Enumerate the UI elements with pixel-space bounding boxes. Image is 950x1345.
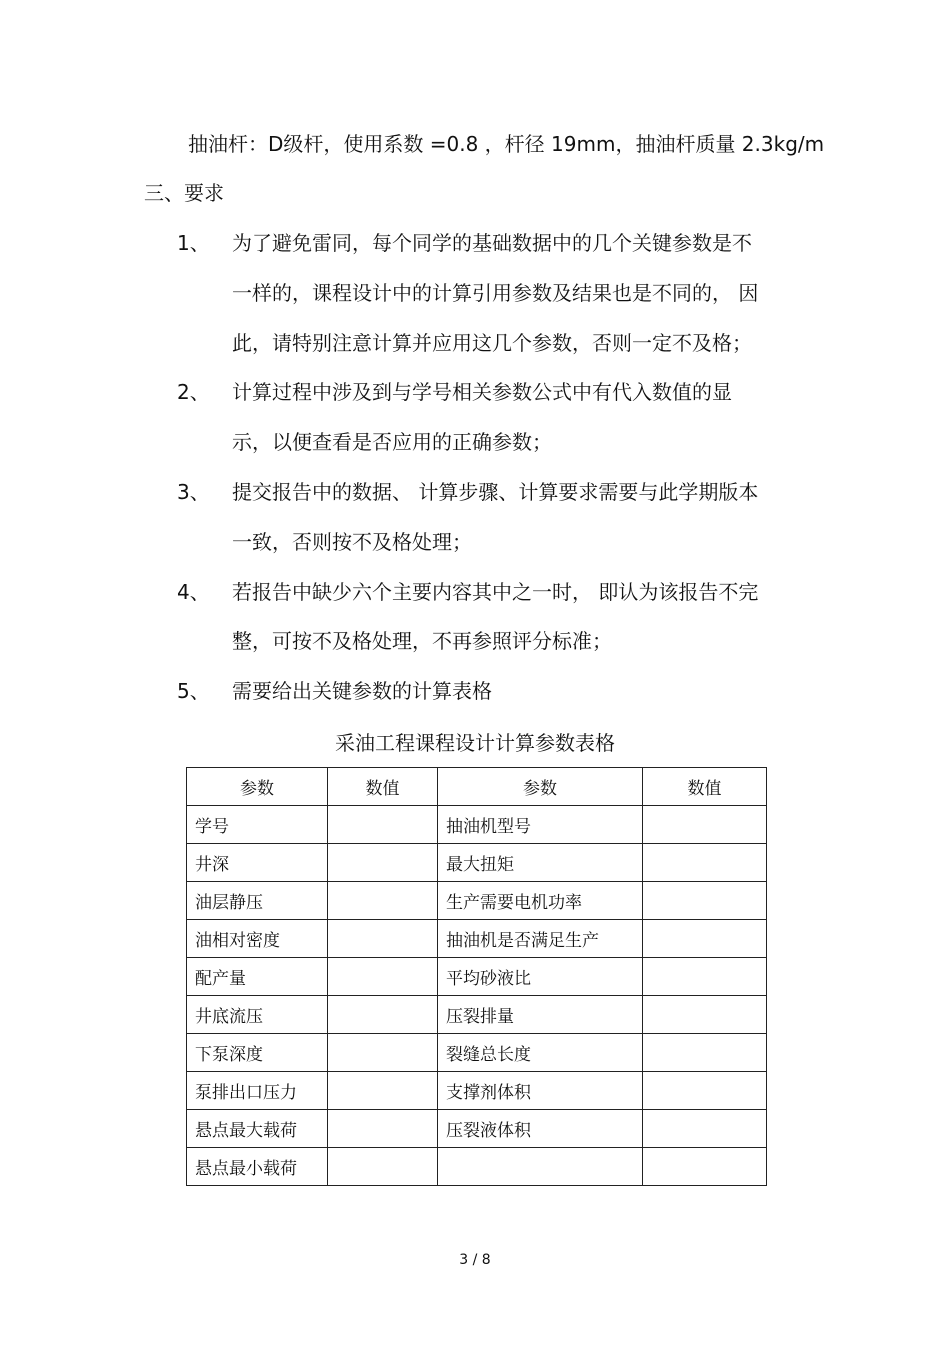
parameter-table xyxy=(186,767,767,1186)
table-cell: 最大扭矩 xyxy=(438,844,643,882)
table-cell xyxy=(328,958,438,996)
table-row xyxy=(187,1072,767,1110)
req-5-line-1: 需要给出关键参数的计算表格 xyxy=(232,679,492,703)
table-caption: 采油工程课程设计计算参数表格 xyxy=(335,731,615,755)
req-1-line-2: 一样的，课程设计中的计算引用参数及结果也是不同的， 因 xyxy=(232,281,759,305)
req-4-line-1: 若报告中缺少六个主要内容其中之一时， 即认为该报告不完 xyxy=(232,580,759,604)
section-title: 三、要求 xyxy=(144,181,224,205)
page-number: 3 / 8 xyxy=(459,1252,491,1268)
req-5-number: 5、 xyxy=(177,679,210,703)
table-row xyxy=(187,806,767,844)
table-cell xyxy=(328,996,438,1034)
table-cell: 悬点最大载荷 xyxy=(187,1110,328,1148)
table-cell: 学号 xyxy=(187,806,328,844)
table-cell xyxy=(328,1072,438,1110)
table-cell: 压裂液体积 xyxy=(438,1110,643,1148)
table-row xyxy=(187,844,767,882)
req-3-line-2: 一致，否则按不及格处理； xyxy=(232,530,472,554)
table-row xyxy=(187,1034,767,1072)
table-cell: 压裂排量 xyxy=(438,996,643,1034)
req-2-line-1: 计算过程中涉及到与学号相关参数公式中有代入数值的显 xyxy=(232,380,732,404)
header-value-2: 数值 xyxy=(643,768,767,806)
table-cell xyxy=(328,806,438,844)
req-1-line-3: 此，请特别注意计算并应用这几个参数，否则一定不及格； xyxy=(232,331,752,355)
table-cell: 悬点最小载荷 xyxy=(187,1148,328,1186)
table-cell: 泵排出口压力 xyxy=(187,1072,328,1110)
table-cell xyxy=(328,844,438,882)
table-cell xyxy=(643,1148,767,1186)
table-cell xyxy=(328,920,438,958)
rod-spec-line: 抽油杆：D级杆，使用系数 =0.8 ，杆径 19mm，抽油杆质量 2.3kg/m xyxy=(188,132,825,156)
table-cell: 平均砂液比 xyxy=(438,958,643,996)
table-cell xyxy=(643,806,767,844)
req-4-line-2: 整，可按不及格处理，不再参照评分标准； xyxy=(232,629,612,653)
table-row xyxy=(187,996,767,1034)
req-3-number: 3、 xyxy=(177,480,210,504)
table-cell xyxy=(643,958,767,996)
table-cell: 配产量 xyxy=(187,958,328,996)
table-header-row xyxy=(187,768,767,806)
table-cell xyxy=(438,1148,643,1186)
table-row xyxy=(187,958,767,996)
table-cell xyxy=(328,1148,438,1186)
table-cell: 裂缝总长度 xyxy=(438,1034,643,1072)
table-cell: 井底流压 xyxy=(187,996,328,1034)
table-cell: 抽油机型号 xyxy=(438,806,643,844)
header-param-1: 参数 xyxy=(187,768,328,806)
header-value-1: 数值 xyxy=(328,768,438,806)
table-cell xyxy=(643,1110,767,1148)
table-cell xyxy=(328,1034,438,1072)
header-param-2: 参数 xyxy=(438,768,643,806)
table-row xyxy=(187,920,767,958)
table-cell xyxy=(643,996,767,1034)
table-row xyxy=(187,1148,767,1186)
req-1-line-1: 为了避免雷同，每个同学的基础数据中的几个关键参数是不 xyxy=(232,231,752,255)
table-cell xyxy=(643,1034,767,1072)
req-2-line-2: 示，以便查看是否应用的正确参数； xyxy=(232,430,552,454)
req-1-number: 1、 xyxy=(177,231,210,255)
table-cell xyxy=(643,844,767,882)
table-cell: 支撑剂体积 xyxy=(438,1072,643,1110)
table-cell xyxy=(328,1110,438,1148)
table-cell: 抽油机是否满足生产 xyxy=(438,920,643,958)
table-cell: 井深 xyxy=(187,844,328,882)
req-3-line-1: 提交报告中的数据、 计算步骤、计算要求需要与此学期版本 xyxy=(232,480,759,504)
table-cell xyxy=(643,920,767,958)
table-cell: 油相对密度 xyxy=(187,920,328,958)
table-cell: 下泵深度 xyxy=(187,1034,328,1072)
req-2-number: 2、 xyxy=(177,380,210,404)
table-row xyxy=(187,882,767,920)
req-4-number: 4、 xyxy=(177,580,210,604)
table-cell xyxy=(328,882,438,920)
table-cell: 生产需要电机功率 xyxy=(438,882,643,920)
table-cell xyxy=(643,882,767,920)
table-cell xyxy=(643,1072,767,1110)
table-row xyxy=(187,1110,767,1148)
table-cell: 油层静压 xyxy=(187,882,328,920)
